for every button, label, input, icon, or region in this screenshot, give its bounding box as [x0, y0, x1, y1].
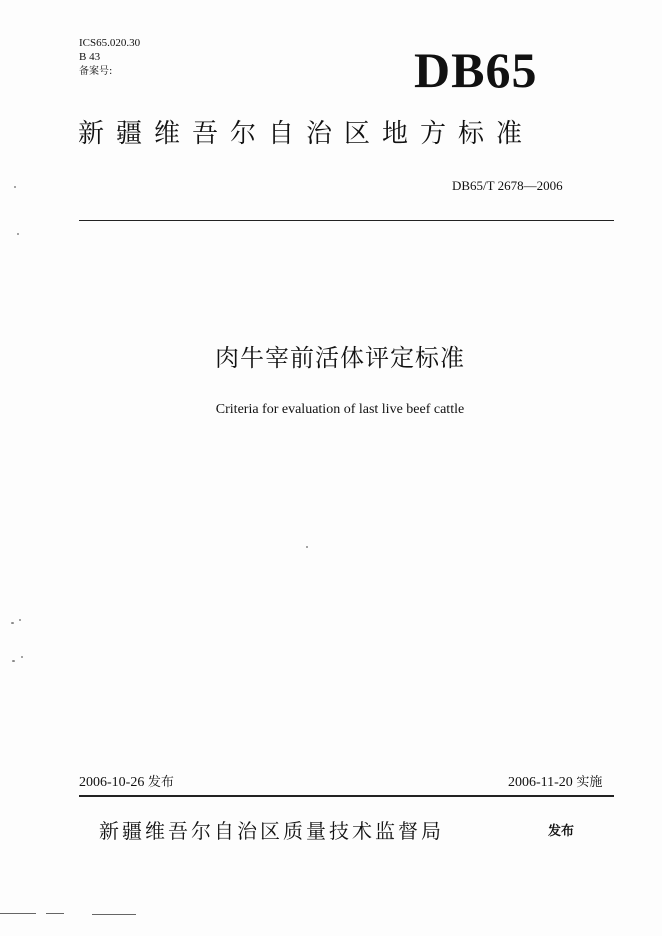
scan-speck: [17, 233, 19, 235]
issuing-authority: 新疆维吾尔自治区质量技术监督局: [99, 819, 444, 843]
top-divider: [79, 220, 614, 221]
implementation-label: 实施: [576, 775, 603, 790]
issue-date: 2006-10-26: [79, 775, 145, 790]
scan-speck: [306, 546, 308, 548]
scan-speck: [11, 622, 14, 624]
implementation-date-line: [508, 774, 602, 792]
scan-edge-line: [0, 913, 36, 914]
scan-speck: [12, 660, 15, 662]
classification-code: B 43: [79, 51, 101, 63]
issue-date-line: [79, 774, 174, 792]
scan-speck: [21, 656, 23, 658]
bottom-divider: [79, 795, 614, 797]
issuing-action: 发布: [548, 824, 575, 839]
standard-number: DB65/T 2678—2006: [452, 178, 563, 193]
record-number-label: 备案号:: [79, 66, 113, 77]
issuer-type-heading: 新疆维吾尔自治区地方标准: [78, 119, 535, 149]
scan-edge-line: [92, 914, 136, 915]
issue-label: 发布: [147, 775, 174, 790]
implementation-date: 2006-11-20: [508, 775, 573, 790]
chinese-title: 肉牛宰前活体评定标准: [215, 344, 465, 372]
scan-speck: [19, 619, 21, 621]
ics-code: ICS65.020.30: [79, 37, 141, 49]
scan-speck: [14, 186, 16, 188]
standard-code-logo: DB65: [414, 42, 538, 98]
english-title: Criteria for evaluation of last live beef cattle: [215, 402, 465, 417]
scan-edge-line: [46, 913, 64, 914]
